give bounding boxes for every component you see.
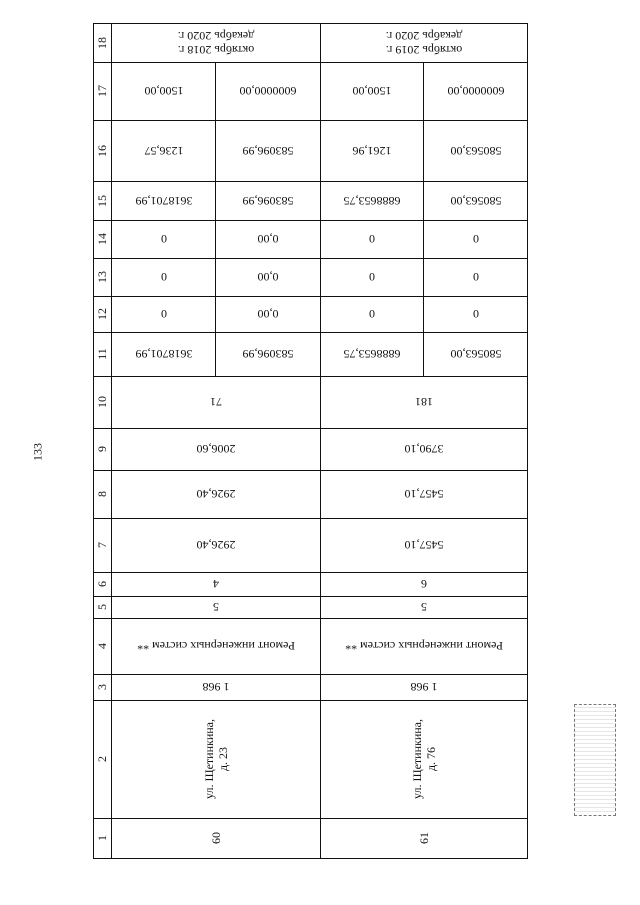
header-col-11: 11 <box>95 348 109 360</box>
row61-number: 61 <box>417 832 431 844</box>
row60-owners-b: 583096,99 <box>242 194 294 208</box>
row60-period <box>178 29 255 57</box>
row61-fund-a: 0 <box>369 307 375 321</box>
header-col-5: 5 <box>95 604 109 610</box>
row61-budget-b: 0 <box>473 270 479 284</box>
row61-owners-b: 580563,00 <box>450 194 502 208</box>
row61-unit-cost-b: 580563,00 <box>450 144 502 158</box>
header-col-15: 15 <box>95 195 109 207</box>
row61-limit-cost-b: 6000000,00 <box>447 84 505 98</box>
header-col-8: 8 <box>95 491 109 497</box>
row60-area-living: 2926,40 <box>196 487 236 501</box>
row61-area-total: 5457,10 <box>404 538 444 552</box>
header-col-2: 2 <box>95 756 109 762</box>
header-col-17: 17 <box>95 85 109 97</box>
row61-total-b: 580563,00 <box>450 347 502 361</box>
row61-owners-a: 6888653,75 <box>343 194 401 208</box>
row61-address-house: д. 76 <box>424 746 438 772</box>
row60-residents: 71 <box>210 395 222 409</box>
header-col-14: 14 <box>95 233 109 245</box>
row60-unit-cost-a: 1236,57 <box>144 144 184 158</box>
row61-fund-b: 0 <box>473 307 479 321</box>
row61-period <box>386 29 463 57</box>
row61-residents: 181 <box>415 395 433 409</box>
page-number: 133 <box>30 443 45 461</box>
row60-fund-a: 0 <box>161 307 167 321</box>
row60-year: 1 968 <box>202 680 230 694</box>
row61-unit-cost-a: 1261,96 <box>352 144 392 158</box>
header-col-18: 18 <box>95 37 109 49</box>
row61-entrances: 6 <box>421 577 427 591</box>
row61-area-aux: 3790,10 <box>404 442 444 456</box>
row61-area-living: 5457,10 <box>404 487 444 501</box>
header-col-1: 1 <box>95 835 109 841</box>
row61-period-end: декабрь 2020 г. <box>385 29 463 43</box>
row60-total-b: 583096,99 <box>242 347 294 361</box>
row61-local-b: 0 <box>473 232 479 246</box>
row60-budget-b: 0,00 <box>257 270 279 284</box>
row60-owners-a: 3618701,99 <box>135 194 193 208</box>
header-col-6: 6 <box>95 581 109 587</box>
row60-area-total: 2926,40 <box>196 538 236 552</box>
row60-local-b: 0,00 <box>257 232 279 246</box>
header-col-13: 13 <box>95 271 109 283</box>
row60-area-aux: 2006,60 <box>196 442 236 456</box>
header-col-12: 12 <box>95 308 109 320</box>
header-col-16: 16 <box>95 145 109 157</box>
row61-period-start: октябрь 2019 г. <box>385 43 463 57</box>
row60-period-end: декабрь 2020 г. <box>177 29 255 43</box>
row60-total-a: 3618701,99 <box>135 347 193 361</box>
row61-budget-a: 0 <box>369 270 375 284</box>
row60-local-a: 0 <box>161 232 167 246</box>
row60-unit-cost-b: 583096,99 <box>242 144 294 158</box>
row60-entrances: 4 <box>213 577 219 591</box>
row61-address <box>410 719 438 799</box>
document-stamp <box>574 704 616 816</box>
header-col-3: 3 <box>95 684 109 690</box>
row61-local-a: 0 <box>369 232 375 246</box>
row61-year: 1 968 <box>410 680 438 694</box>
row61-floors: 5 <box>421 600 427 614</box>
row60-limit-cost-a: 1500,00 <box>144 84 184 98</box>
row61-address-street: ул. Щетинкина, <box>410 719 424 799</box>
row60-address-house: д. 23 <box>216 746 230 772</box>
header-col-9: 9 <box>95 446 109 452</box>
row60-number: 60 <box>209 832 223 844</box>
row60-limit-cost-b: 6000000,00 <box>239 84 297 98</box>
header-col-10: 10 <box>95 396 109 408</box>
row60-address <box>202 719 230 799</box>
row60-fund-b: 0,00 <box>257 307 279 321</box>
row61-total-a: 6888653,75 <box>343 347 401 361</box>
row60-budget-a: 0 <box>161 270 167 284</box>
header-col-7: 7 <box>95 542 109 548</box>
row60-period-start: октябрь 2018 г. <box>177 43 255 57</box>
row61-work-type: Ремонт инженерных систем ** <box>345 639 503 653</box>
header-col-4: 4 <box>95 643 109 649</box>
row60-work-type: Ремонт инженерных систем ** <box>137 639 295 653</box>
row61-limit-cost-a: 1500,00 <box>352 84 392 98</box>
row60-address-street: ул. Щетинкина, <box>202 719 216 799</box>
row60-floors: 5 <box>213 600 219 614</box>
